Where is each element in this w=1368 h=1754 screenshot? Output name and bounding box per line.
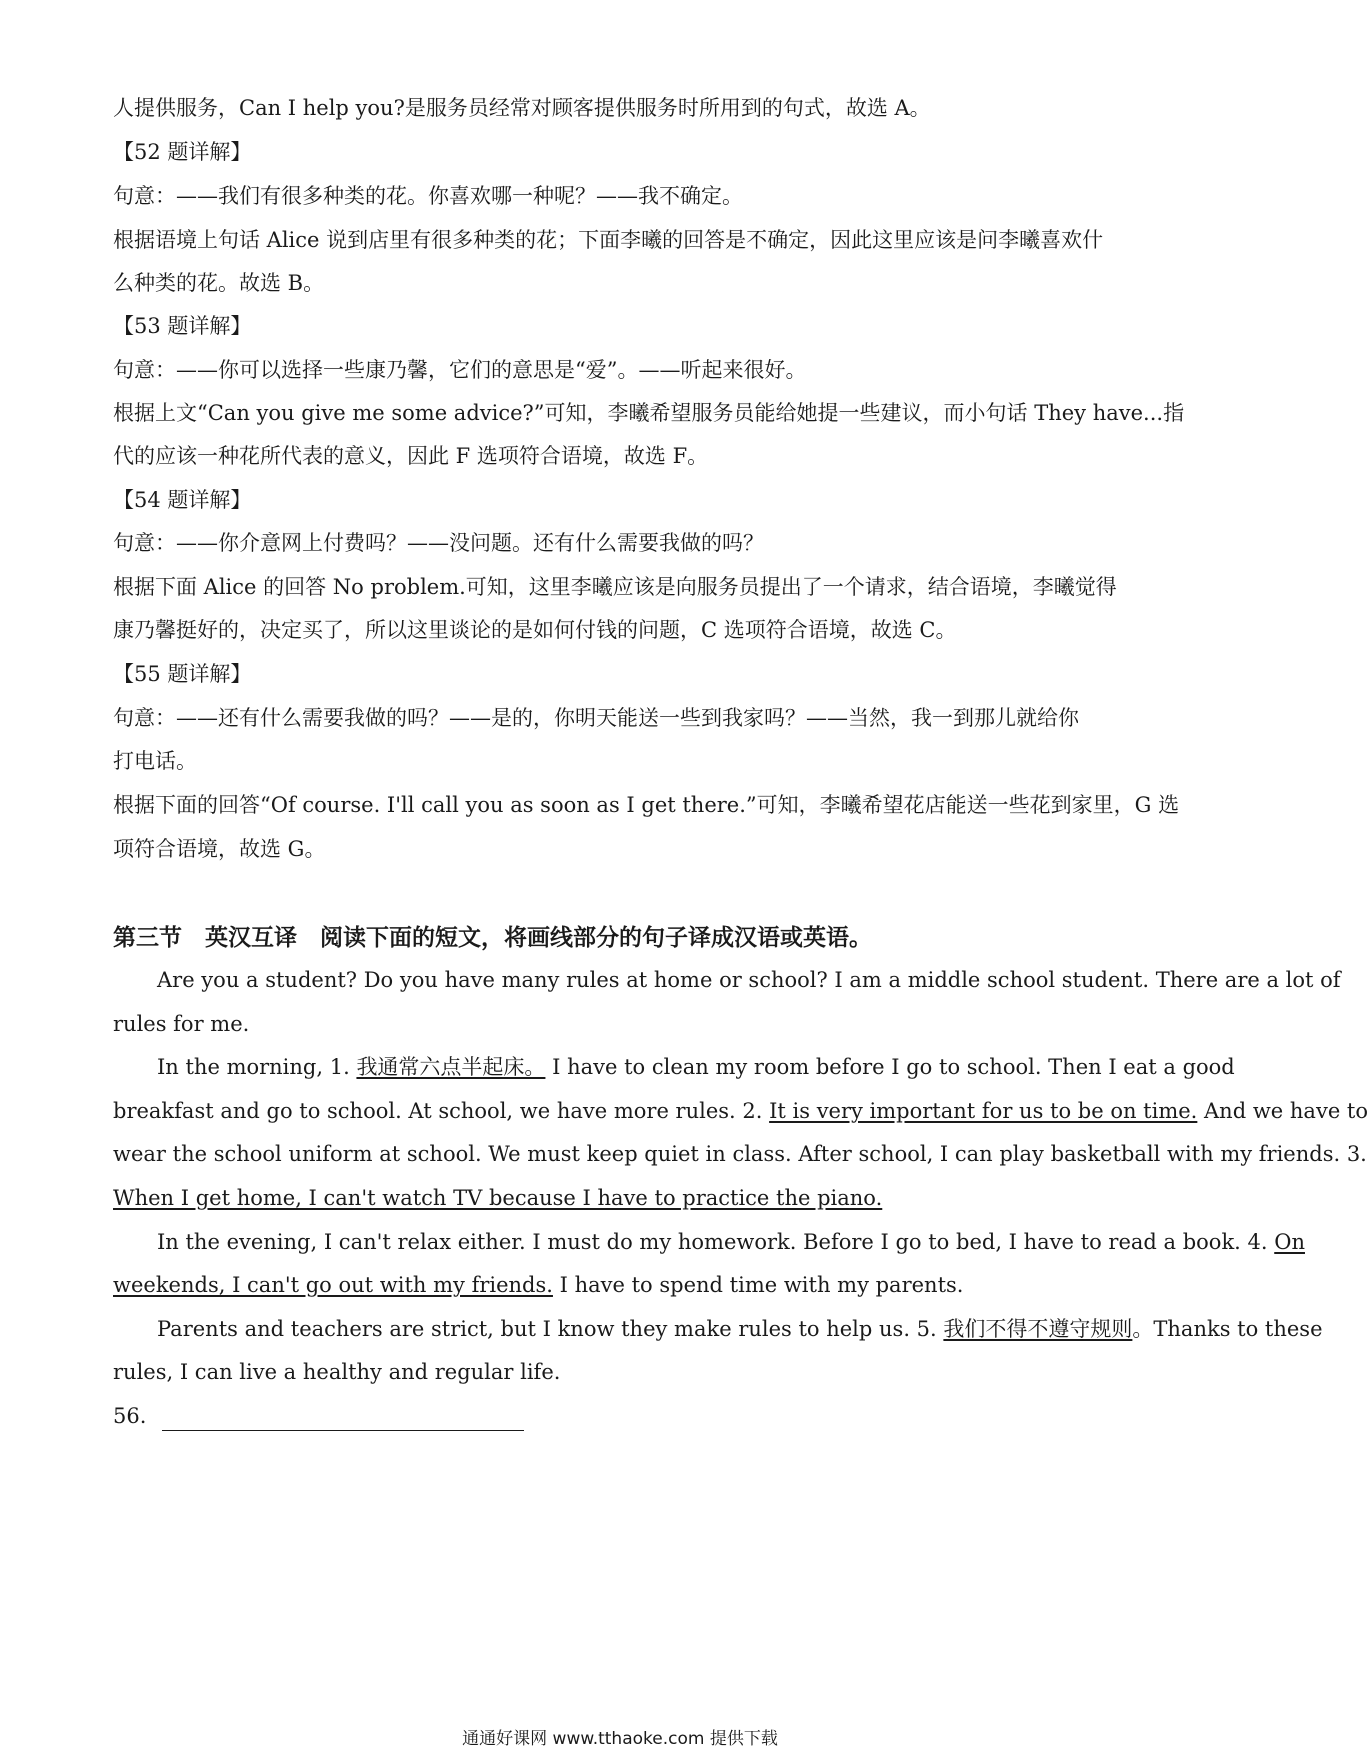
text-run: In the evening, I can't relax either. I must do my homework. Before I go to bed, I have to read a book. 4.	[157, 1230, 1275, 1254]
passage-p2-line3: wear the school uniform at school. We must keep quiet in class. After school, I can play basketball with my friends. 3.	[113, 1142, 1367, 1166]
passage-p4-line1	[157, 1314, 1323, 1344]
passage-p4-line2: rules, I can live a healthy and regular life.	[113, 1360, 561, 1384]
section-heading: 第三节 英汉互译 阅读下面的短文，将画线部分的句子译成汉语或英语。	[113, 924, 872, 951]
passage-p1-line2: rules for me.	[113, 1012, 250, 1036]
text-run: I have to spend time with my parents.	[552, 1273, 964, 1297]
question-56	[113, 1401, 524, 1431]
q55-meaning-2: 打电话。	[113, 749, 197, 773]
q54-explain-2: 康乃馨挺好的，决定买了，所以这里谈论的是如何付钱的问题，C 选项符合语境，故选 C。	[113, 618, 957, 642]
page-footer: 通通好课网 www.tthaoke.com 提供下载	[462, 1729, 778, 1749]
q52-explain-2: 么种类的花。故选 B。	[113, 271, 325, 295]
q54-explain-1: 根据下面 Alice 的回答 No problem.可知，这里李曦应该是向服务员提出了一个请求，结合语境，李曦觉得	[113, 575, 1117, 599]
underlined-sentence-2: It is very important for us to be on time.	[769, 1099, 1198, 1123]
answer-continuation: 人提供服务，Can I help you?是服务员经常对顾客提供服务时所用到的句式，故选 A。	[113, 96, 931, 120]
q54-meaning: 句意：——你介意网上付费吗？——没问题。还有什么需要我做的吗？	[113, 531, 764, 555]
passage-p2-line4	[113, 1183, 1128, 1213]
q52-label: 【52 题详解】	[113, 140, 252, 164]
underlined-sentence-1: 我通常六点半起床。	[356, 1055, 546, 1079]
passage-p3-line2	[113, 1270, 1128, 1300]
answer-blank[interactable]	[162, 1408, 524, 1431]
underlined-sentence-4-end: weekends, I can't go out with my friends.	[113, 1273, 553, 1297]
text-run: And we have to	[1197, 1099, 1368, 1123]
q53-explain-2: 代的应该一种花所代表的意义，因此 F 选项符合语境，故选 F。	[113, 444, 709, 468]
passage-p1-line1: Are you a student? Do you have many rules at home or school? I am a middle school student. There are a lot of	[157, 968, 1341, 992]
text-run: I have to clean my room before I go to school. Then I eat a good	[545, 1055, 1235, 1079]
q52-explain-1: 根据语境上句话 Alice 说到店里有很多种类的花；下面李曦的回答是不确定，因此这里应该是问李曦喜欢什	[113, 228, 1104, 252]
q53-label: 【53 题详解】	[113, 314, 252, 338]
underlined-sentence-4-start: On	[1274, 1230, 1305, 1254]
text-run: Parents and teachers are strict, but I know they make rules to help us. 5.	[157, 1317, 944, 1341]
q55-meaning-1: 句意：——还有什么需要我做的吗？——是的，你明天能送一些到我家吗？——当然，我一到那儿就给你	[113, 706, 1079, 730]
passage-p2-line2	[113, 1096, 1368, 1126]
passage-p2-line1	[157, 1052, 1235, 1082]
text-run: In the morning, 1.	[157, 1055, 357, 1079]
q53-meaning: 句意：——你可以选择一些康乃馨，它们的意思是“爱”。——听起来很好。	[113, 358, 807, 382]
question-number: 56.	[113, 1404, 147, 1428]
q52-meaning: 句意：——我们有很多种类的花。你喜欢哪一种呢？——我不确定。	[113, 184, 743, 208]
text-run: 。Thanks to these	[1132, 1317, 1323, 1341]
underlined-sentence-5: 我们不得不遵守规则	[943, 1317, 1133, 1341]
q55-label: 【55 题详解】	[113, 662, 252, 686]
q55-explain-2: 项符合语境，故选 G。	[113, 837, 326, 861]
passage-p3-line1	[157, 1227, 1305, 1257]
text-run: breakfast and go to school. At school, we have more rules. 2.	[113, 1099, 770, 1123]
q55-explain-1: 根据下面的回答“Of course. I'll call you as soon as I get there.”可知，李曦希望花店能送一些花到家里，G 选	[113, 793, 1180, 817]
q54-label: 【54 题详解】	[113, 488, 252, 512]
underlined-sentence-3: When I get home, I can't watch TV because I have to practice the piano.	[113, 1186, 883, 1210]
q53-explain-1: 根据上文“Can you give me some advice?”可知，李曦希望服务员能给她提一些建议，而小句话 They have...指	[113, 401, 1185, 425]
